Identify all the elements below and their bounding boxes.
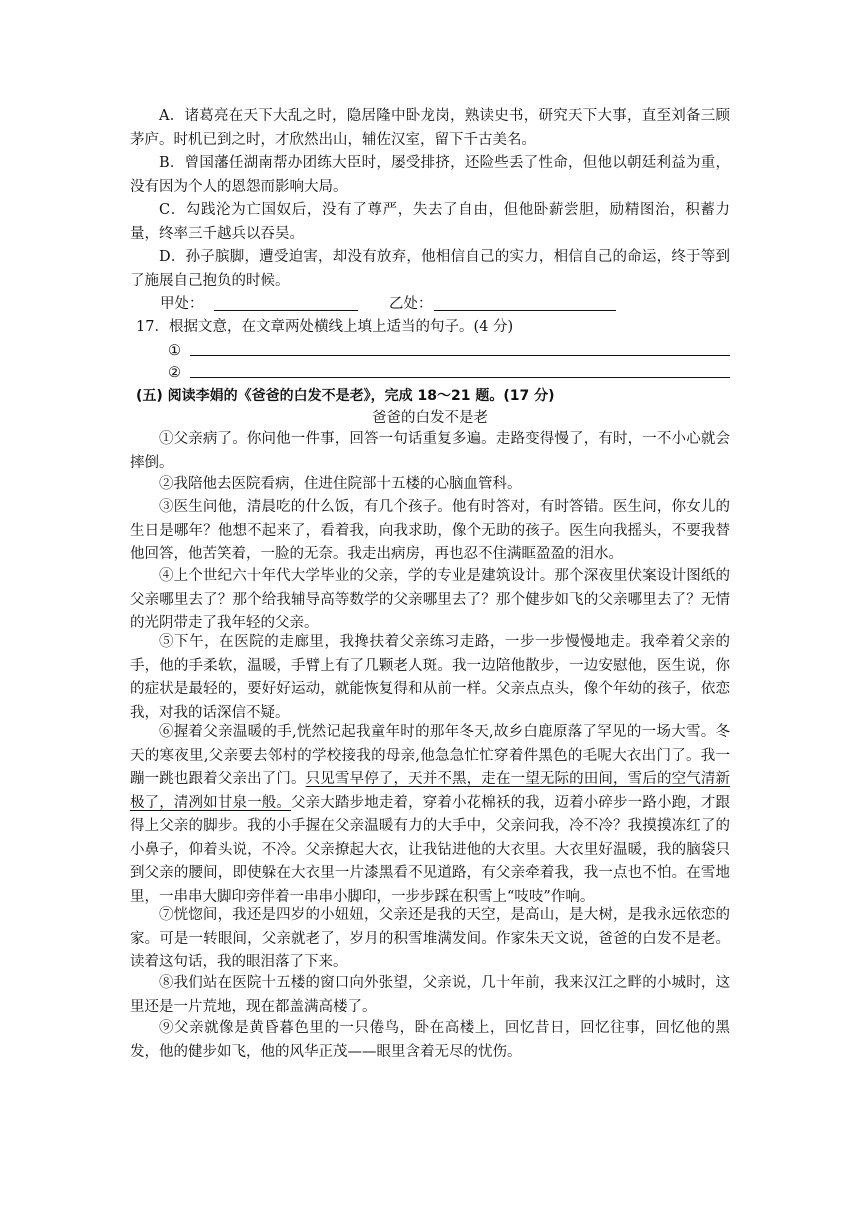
paragraph-5: ⑤下午，在医院的走廊里，我搀扶着父亲练习走路，一步一步慢慢地走。我牵着父亲的手，他的手柔软，温暖，手臂上有了几颗老人斑。我一边陪他散步，一边安慰他，医生说，你的症状是最轻的，要好好运动，就能恢复得和从前一样。父亲点点头，像个年幼的孩子，依恋我，对我的话深信不疑。 xyxy=(130,634,730,721)
paragraph-1: ①父亲病了。你问他一件事，回答一句话重复多遍。走路变得慢了，有时，一不小心就会摔倒。 xyxy=(130,431,730,471)
option-b: B．曾国藩任湖南帮办团练大臣时，屡受排挤，还险些丢了性命，但他以朝廷利益为重，没有因为个人的恩怨而影响大局。 xyxy=(130,155,730,195)
question-17: 17．根据文意，在文章两处横线上填上适当的句子。(4 分) xyxy=(136,319,514,335)
paragraph-2: ②我陪他去医院看病，住进住院部十五楼的心脑血管科。 xyxy=(159,476,522,492)
answer-line-1[interactable] xyxy=(190,355,730,356)
blank-marker-1: ① xyxy=(168,343,181,359)
paragraph-4: ④上个世纪六十年代大学毕业的父亲，学的专业是建筑设计。那个深夜里伏案设计图纸的父亲哪里去了？那个给我辅导高等数学的父亲哪里去了？那个健步如飞的父亲哪里去了？无情的光阴带走了我年轻的父亲。 xyxy=(130,568,730,631)
paragraph-6 xyxy=(130,721,730,909)
answer-blank-jia[interactable] xyxy=(214,310,358,311)
paragraph-6-part-a: ⑥握着父亲温暖的手,恍然记起我童年时的那年冬天,故乡白鹿原落了罕见的一场大雪。冬天的寒夜里,父亲要去邻村的学校接我的母亲,他急急忙忙穿着件黑色的毛呢大衣出门了。我一蹦一跳也跟着父亲出了门。 xyxy=(130,724,730,787)
paragraph-6-part-b: 父亲大踏步地走着，穿着小花棉袄的我，迈着小碎步一路小跑，才跟得上父亲的脚步。我的小手握在父亲温暖有力的大手中，父亲问我，冷不冷？我摸摸冻红了的小鼻子，仰着头说，不冷。父亲撩起大衣，让我钻进他的大衣里。大衣里好温暖，我的脑袋只到父亲的腰间，即使躲在大衣里一片漆黑看不见道路，有父亲牵着我，我一点也不怕。在雪地里，一串串大脚印旁伴着一串串小脚印，一步步踩在积雪上“吱吱”作响。 xyxy=(130,794,731,905)
section-5-heading: (五) 阅读李娟的《爸爸的白发不是老》，完成 18～21 题。(17 分) xyxy=(136,388,555,404)
paragraph-8: ⑧我们站在医院十五楼的窗口向外张望，父亲说，几十年前，我来汉江之畔的小城时，这里还是一片荒地，现在都盖满高楼了。 xyxy=(130,975,730,1015)
answer-blank-yi[interactable] xyxy=(434,310,616,311)
blank-marker-2: ② xyxy=(168,365,181,381)
paragraph-6-underlined-sentence: 只见雪早停了，天并不黑，走在一望无际的田间，雪后的空气清新极了，清冽如甘泉一般。 xyxy=(130,771,731,811)
paragraph-3: ③医生问他，清晨吃的什么饭，有几个孩子。他有时答对，有时答错。医生问，你女儿的生日是哪年？他想不起来了，看着我，向我求助，像个无助的孩子。医生向我摇头，不要我替他回答，他苦笑着，一脸的无奈。我走出病房，再也忍不住满眶盈盈的泪水。 xyxy=(130,499,730,562)
paragraph-9: ⑨父亲就像是黄昏暮色里的一只倦鸟，卧在高楼上，回忆昔日，回忆往事，回忆他的黑发，他的健步如飞，他的风华正茂——眼里含着无尽的忧伤。 xyxy=(130,1020,730,1060)
article-title: 爸爸的白发不是老 xyxy=(372,410,488,426)
option-d: D．孙子膑脚，遭受迫害，却没有放弃，他相信自己的实力，相信自己的命运，终于等到了施展自己抱负的时候。 xyxy=(130,249,730,289)
option-c: C．勾践沦为亡国奴后，没有了尊严，失去了自由，但他卧薪尝胆，励精图治，积蓄力量，终率三千越兵以吞吴。 xyxy=(130,202,730,242)
answer-label-yi: 乙处： xyxy=(389,296,433,312)
option-a: A．诸葛亮在天下大乱之时，隐居隆中卧龙岗，熟读史书，研究天下大事，直至刘备三顾茅庐。时机已到之时，才欣然出山，辅佐汉室，留下千古美名。 xyxy=(130,108,730,148)
answer-line-2[interactable] xyxy=(190,377,730,378)
answer-label-jia: 甲处： xyxy=(160,296,204,312)
paragraph-7: ⑦恍惚间，我还是四岁的小妞妞，父亲还是我的天空，是高山，是大树，是我永远依恋的家。可是一转眼间，父亲就老了，岁月的积雪堆满发间。作家朱天文说，爸爸的白发不是老。读着这句话，我的眼泪落了下来。 xyxy=(130,907,730,970)
